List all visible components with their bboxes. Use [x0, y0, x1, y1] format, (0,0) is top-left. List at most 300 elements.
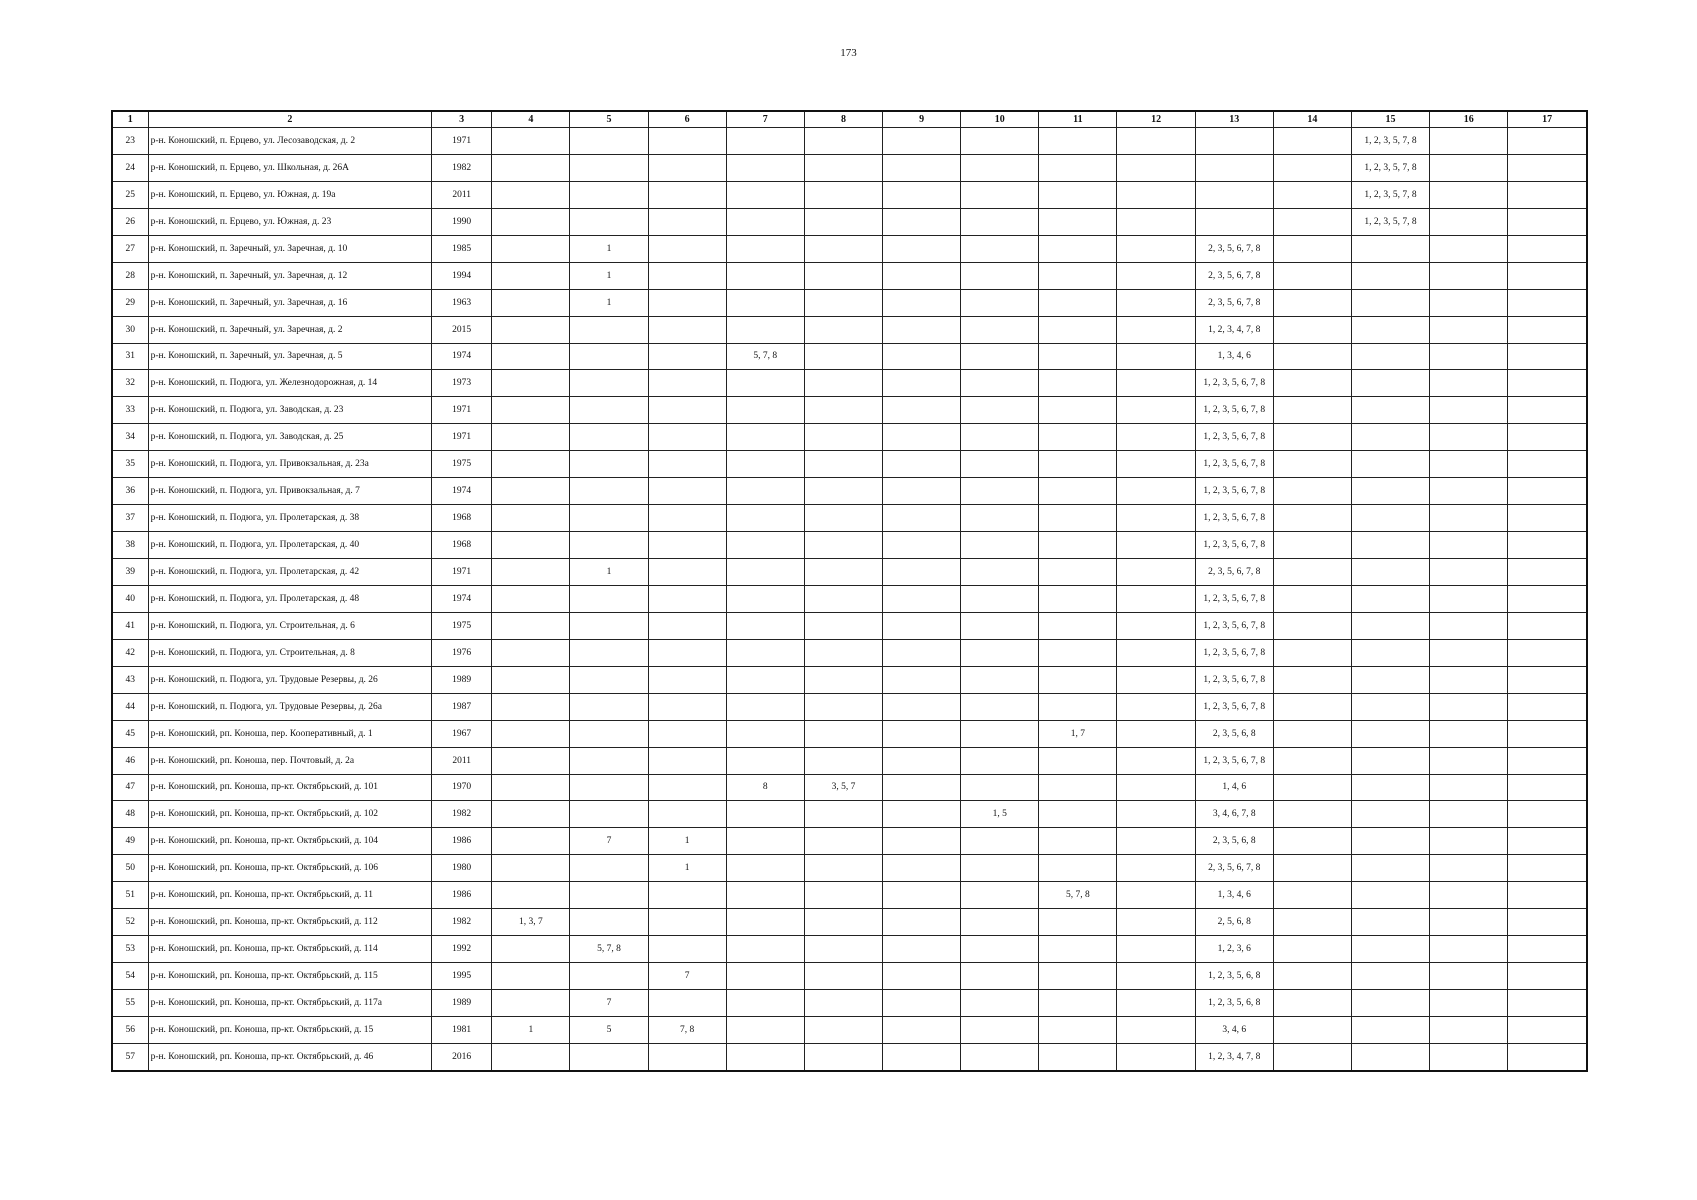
- address-cell: р-н. Коношский, п. Подюга, ул. Пролетарская, д. 42: [148, 559, 432, 586]
- table-cell: [1273, 720, 1351, 747]
- table-cell: [492, 801, 570, 828]
- table-cell: [961, 882, 1039, 909]
- table-cell: [492, 316, 570, 343]
- column-header: 8: [804, 111, 882, 128]
- table-cell: 1, 2, 3, 5, 6, 7, 8: [1195, 585, 1273, 612]
- table-cell: [1039, 128, 1117, 155]
- address-cell: р-н. Коношский, п. Ерцево, ул. Южная, д. 23: [148, 208, 432, 235]
- table-row: [112, 451, 1587, 478]
- table-cell: [1273, 747, 1351, 774]
- table-cell: [1430, 639, 1508, 666]
- table-cell: [570, 612, 648, 639]
- table-cell: [1351, 882, 1429, 909]
- table-row: [112, 505, 1587, 532]
- address-cell: р-н. Коношский, п. Подюга, ул. Пролетарская, д. 40: [148, 532, 432, 559]
- table-cell: [1430, 801, 1508, 828]
- table-cell: [1273, 478, 1351, 505]
- table-cell: [883, 559, 961, 586]
- year-cell: 1992: [432, 936, 492, 963]
- table-cell: [804, 1043, 882, 1070]
- table-cell: [726, 990, 804, 1017]
- table-cell: [492, 990, 570, 1017]
- table-cell: [961, 585, 1039, 612]
- table-cell: [570, 747, 648, 774]
- page-number: 173: [840, 47, 857, 59]
- table-cell: [804, 612, 882, 639]
- table-cell: [883, 154, 961, 181]
- table-cell: [570, 154, 648, 181]
- address-cell: р-н. Коношский, рп. Коноша, пр-кт. Октябрьский, д. 101: [148, 774, 432, 801]
- address-cell: р-н. Коношский, п. Заречный, ул. Заречная, д. 12: [148, 262, 432, 289]
- table-cell: 1: [570, 262, 648, 289]
- table-cell: [648, 585, 726, 612]
- address-cell: р-н. Коношский, п. Ерцево, ул. Школьная, д. 26А: [148, 154, 432, 181]
- table-cell: [1508, 289, 1587, 316]
- table-cell: [726, 370, 804, 397]
- table-cell: [1351, 720, 1429, 747]
- address-cell: р-н. Коношский, рп. Коноша, пр-кт. Октябрьский, д. 115: [148, 963, 432, 990]
- table-cell: [1351, 774, 1429, 801]
- table-cell: [1039, 828, 1117, 855]
- table-cell: [1039, 316, 1117, 343]
- table-cell: 1, 2, 3, 5, 6, 7, 8: [1195, 451, 1273, 478]
- address-cell: р-н. Коношский, рп. Коноша, пр-кт. Октябрьский, д. 112: [148, 909, 432, 936]
- table-cell: [804, 262, 882, 289]
- table-cell: [883, 316, 961, 343]
- table-cell: 1: [570, 559, 648, 586]
- row-number-cell: 55: [112, 990, 148, 1017]
- year-cell: 1971: [432, 424, 492, 451]
- address-cell: р-н. Коношский, п. Подюга, ул. Привокзальная, д. 7: [148, 478, 432, 505]
- table-cell: [1117, 343, 1195, 370]
- table-cell: [570, 666, 648, 693]
- table-cell: [961, 505, 1039, 532]
- table-cell: [1273, 612, 1351, 639]
- table-cell: [883, 909, 961, 936]
- table-cell: [648, 235, 726, 262]
- table-cell: [1117, 424, 1195, 451]
- year-cell: 1974: [432, 478, 492, 505]
- table-cell: [804, 181, 882, 208]
- table-cell: 1, 2, 3, 5, 6, 7, 8: [1195, 397, 1273, 424]
- table-cell: [1508, 747, 1587, 774]
- table-cell: [1273, 666, 1351, 693]
- table-cell: [1273, 505, 1351, 532]
- table-cell: [804, 532, 882, 559]
- table-cell: [1117, 828, 1195, 855]
- table-cell: [804, 639, 882, 666]
- table-cell: [1273, 397, 1351, 424]
- table-cell: [648, 154, 726, 181]
- table-cell: [492, 128, 570, 155]
- table-cell: [1039, 262, 1117, 289]
- table-cell: 2, 3, 5, 6, 8: [1195, 720, 1273, 747]
- table-cell: [961, 532, 1039, 559]
- table-cell: [1508, 666, 1587, 693]
- table-row: [112, 720, 1587, 747]
- table-cell: [648, 882, 726, 909]
- table-cell: 5, 7, 8: [726, 343, 804, 370]
- table-cell: [492, 828, 570, 855]
- table-cell: [648, 397, 726, 424]
- table-cell: [1508, 828, 1587, 855]
- table-cell: [1351, 532, 1429, 559]
- table-cell: [1430, 181, 1508, 208]
- year-cell: 2011: [432, 747, 492, 774]
- table-cell: [961, 909, 1039, 936]
- table-cell: [726, 532, 804, 559]
- year-cell: 1982: [432, 909, 492, 936]
- table-cell: [726, 424, 804, 451]
- address-cell: р-н. Коношский, рп. Коноша, пер. Почтовый, д. 2а: [148, 747, 432, 774]
- column-header: 9: [883, 111, 961, 128]
- table-cell: 1, 2, 3, 5, 7, 8: [1351, 128, 1429, 155]
- table-cell: [1195, 128, 1273, 155]
- address-cell: р-н. Коношский, п. Подюга, ул. Заводская, д. 25: [148, 424, 432, 451]
- table-cell: [648, 559, 726, 586]
- table-cell: [492, 208, 570, 235]
- table-cell: 1, 2, 3, 5, 6, 7, 8: [1195, 424, 1273, 451]
- year-cell: 1981: [432, 1016, 492, 1043]
- table-cell: [1508, 343, 1587, 370]
- table-cell: [961, 612, 1039, 639]
- row-number-cell: 41: [112, 612, 148, 639]
- table-cell: [804, 128, 882, 155]
- table-row: [112, 235, 1587, 262]
- table-cell: [1117, 990, 1195, 1017]
- table-cell: [804, 397, 882, 424]
- table-cell: [570, 855, 648, 882]
- table-cell: [1508, 424, 1587, 451]
- table-cell: [492, 774, 570, 801]
- table-cell: [1273, 316, 1351, 343]
- table-cell: [1430, 208, 1508, 235]
- table-cell: 1, 2, 3, 5, 6, 7, 8: [1195, 747, 1273, 774]
- year-cell: 1994: [432, 262, 492, 289]
- table-cell: 2, 3, 5, 6, 7, 8: [1195, 262, 1273, 289]
- table-cell: [492, 639, 570, 666]
- table-cell: [648, 262, 726, 289]
- table-cell: [1273, 128, 1351, 155]
- table-cell: [1508, 397, 1587, 424]
- table-cell: [883, 532, 961, 559]
- table-cell: 3, 5, 7: [804, 774, 882, 801]
- table-cell: [1351, 451, 1429, 478]
- table-cell: [1039, 936, 1117, 963]
- table-cell: [1117, 720, 1195, 747]
- table-cell: [648, 801, 726, 828]
- table-cell: [1430, 343, 1508, 370]
- table-cell: [1273, 451, 1351, 478]
- table-cell: 1, 2, 3, 5, 6, 8: [1195, 963, 1273, 990]
- table-cell: [1273, 1043, 1351, 1070]
- table-cell: [1508, 262, 1587, 289]
- year-cell: 1985: [432, 235, 492, 262]
- table-cell: [883, 720, 961, 747]
- table-cell: 1, 2, 3, 5, 6, 7, 8: [1195, 666, 1273, 693]
- column-header: 11: [1039, 111, 1117, 128]
- table-cell: [1508, 774, 1587, 801]
- table-cell: [883, 128, 961, 155]
- table-cell: [1508, 478, 1587, 505]
- table-cell: [492, 478, 570, 505]
- table-cell: [1273, 181, 1351, 208]
- table-cell: [1039, 747, 1117, 774]
- table-cell: [1430, 936, 1508, 963]
- year-cell: 1974: [432, 585, 492, 612]
- table-cell: [883, 451, 961, 478]
- table-cell: [492, 1043, 570, 1070]
- table-cell: [804, 666, 882, 693]
- table-cell: [1430, 693, 1508, 720]
- row-number-cell: 43: [112, 666, 148, 693]
- table-cell: [570, 478, 648, 505]
- table-cell: [648, 909, 726, 936]
- table-cell: [726, 882, 804, 909]
- year-cell: 1968: [432, 532, 492, 559]
- table-cell: [1508, 451, 1587, 478]
- table-cell: [804, 990, 882, 1017]
- table-cell: [1117, 370, 1195, 397]
- table-cell: [570, 774, 648, 801]
- table-cell: 2, 3, 5, 6, 7, 8: [1195, 855, 1273, 882]
- table-cell: [648, 424, 726, 451]
- column-header: 6: [648, 111, 726, 128]
- table-cell: [726, 693, 804, 720]
- table-cell: 1: [492, 1016, 570, 1043]
- row-number-cell: 44: [112, 693, 148, 720]
- table-cell: [1273, 289, 1351, 316]
- address-cell: р-н. Коношский, рп. Коноша, пр-кт. Октябрьский, д. 114: [148, 936, 432, 963]
- table-cell: [804, 451, 882, 478]
- row-number-cell: 34: [112, 424, 148, 451]
- table-cell: [648, 128, 726, 155]
- table-cell: [1117, 532, 1195, 559]
- table-cell: [726, 747, 804, 774]
- table-cell: [883, 235, 961, 262]
- row-number-cell: 56: [112, 1016, 148, 1043]
- table-row: [112, 397, 1587, 424]
- table-cell: [883, 478, 961, 505]
- table-cell: [492, 181, 570, 208]
- address-cell: р-н. Коношский, рп. Коноша, пр-кт. Октябрьский, д. 117а: [148, 990, 432, 1017]
- table-cell: [1351, 316, 1429, 343]
- table-cell: [804, 693, 882, 720]
- table-cell: 1, 2, 3, 5, 6, 7, 8: [1195, 612, 1273, 639]
- table-cell: [804, 720, 882, 747]
- table-cell: [961, 936, 1039, 963]
- column-header: 3: [432, 111, 492, 128]
- address-cell: р-н. Коношский, п. Ерцево, ул. Лесозаводская, д. 2: [148, 128, 432, 155]
- header-row: [112, 111, 1587, 128]
- table-cell: [1508, 181, 1587, 208]
- table-cell: [961, 963, 1039, 990]
- table-cell: [1351, 828, 1429, 855]
- year-cell: 1971: [432, 559, 492, 586]
- table-cell: [961, 1043, 1039, 1070]
- table-cell: [1039, 612, 1117, 639]
- table-row: [112, 1043, 1587, 1070]
- table-cell: [804, 478, 882, 505]
- table-cell: [961, 316, 1039, 343]
- table-cell: [1508, 801, 1587, 828]
- year-cell: 1973: [432, 370, 492, 397]
- column-header: 4: [492, 111, 570, 128]
- table-cell: [648, 451, 726, 478]
- year-cell: 1976: [432, 639, 492, 666]
- table-cell: 3, 4, 6: [1195, 1016, 1273, 1043]
- table-cell: [1039, 343, 1117, 370]
- year-cell: 1968: [432, 505, 492, 532]
- table-cell: [1117, 235, 1195, 262]
- table-cell: [1508, 693, 1587, 720]
- table-cell: [1430, 828, 1508, 855]
- table-cell: [883, 343, 961, 370]
- year-cell: 1974: [432, 343, 492, 370]
- row-number-cell: 53: [112, 936, 148, 963]
- table-cell: [570, 1043, 648, 1070]
- column-header: 10: [961, 111, 1039, 128]
- table-row: [112, 316, 1587, 343]
- table-cell: [570, 343, 648, 370]
- column-header: 12: [1117, 111, 1195, 128]
- table-cell: [648, 990, 726, 1017]
- table-cell: [961, 424, 1039, 451]
- table-cell: [1039, 181, 1117, 208]
- table-cell: [1273, 936, 1351, 963]
- table-cell: [1273, 585, 1351, 612]
- address-cell: р-н. Коношский, п. Заречный, ул. Заречная, д. 10: [148, 235, 432, 262]
- table-cell: [961, 181, 1039, 208]
- table-cell: [726, 208, 804, 235]
- table-cell: [961, 990, 1039, 1017]
- address-cell: р-н. Коношский, рп. Коноша, пр-кт. Октябрьский, д. 102: [148, 801, 432, 828]
- table-cell: [1508, 370, 1587, 397]
- row-number-cell: 46: [112, 747, 148, 774]
- table-cell: [1351, 909, 1429, 936]
- table-cell: [1117, 208, 1195, 235]
- table-cell: [1351, 235, 1429, 262]
- table-cell: [1351, 801, 1429, 828]
- table-cell: 1, 2, 3, 5, 6, 7, 8: [1195, 478, 1273, 505]
- table-cell: [1039, 1016, 1117, 1043]
- row-number-cell: 29: [112, 289, 148, 316]
- table-cell: [961, 774, 1039, 801]
- table-cell: [883, 262, 961, 289]
- table-cell: [1351, 343, 1429, 370]
- address-cell: р-н. Коношский, п. Подюга, ул. Строительная, д. 8: [148, 639, 432, 666]
- table-row: [112, 882, 1587, 909]
- table-row: [112, 747, 1587, 774]
- table-cell: [1273, 235, 1351, 262]
- table-cell: [1351, 370, 1429, 397]
- address-cell: р-н. Коношский, п. Подюга, ул. Пролетарская, д. 48: [148, 585, 432, 612]
- table-cell: [883, 693, 961, 720]
- table-cell: [726, 666, 804, 693]
- table-cell: [1351, 963, 1429, 990]
- table-cell: [570, 424, 648, 451]
- table-cell: [1430, 909, 1508, 936]
- table-cell: [883, 801, 961, 828]
- table-cell: [1117, 936, 1195, 963]
- table-cell: [726, 612, 804, 639]
- table-cell: [1039, 235, 1117, 262]
- table-cell: [1430, 451, 1508, 478]
- table-cell: [726, 585, 804, 612]
- year-cell: 1982: [432, 154, 492, 181]
- table-cell: 5: [570, 1016, 648, 1043]
- table-cell: [804, 909, 882, 936]
- year-cell: 1989: [432, 666, 492, 693]
- table-cell: 1: [648, 828, 726, 855]
- table-cell: 1: [648, 855, 726, 882]
- table-cell: [883, 1043, 961, 1070]
- table-cell: [1039, 289, 1117, 316]
- table-cell: [492, 451, 570, 478]
- table-cell: [961, 397, 1039, 424]
- table-cell: [570, 532, 648, 559]
- address-cell: р-н. Коношский, рп. Коноша, пер. Кооперативный, д. 1: [148, 720, 432, 747]
- table-row: [112, 208, 1587, 235]
- table-cell: [1117, 1043, 1195, 1070]
- table-cell: 8: [726, 774, 804, 801]
- table-cell: [1039, 532, 1117, 559]
- table-cell: 1, 2, 3, 4, 7, 8: [1195, 316, 1273, 343]
- table-cell: [726, 478, 804, 505]
- row-number-cell: 36: [112, 478, 148, 505]
- table-cell: [961, 289, 1039, 316]
- table-row: [112, 774, 1587, 801]
- table-cell: [1430, 774, 1508, 801]
- table-cell: [492, 720, 570, 747]
- table-cell: [883, 585, 961, 612]
- table-cell: [726, 1043, 804, 1070]
- table-cell: [1430, 532, 1508, 559]
- table-cell: 1, 2, 3, 5, 6, 7, 8: [1195, 693, 1273, 720]
- table-cell: [804, 585, 882, 612]
- table-row: [112, 612, 1587, 639]
- table-row: [112, 936, 1587, 963]
- table-cell: [648, 639, 726, 666]
- table-row: [112, 289, 1587, 316]
- table-cell: [883, 612, 961, 639]
- table-cell: [1508, 532, 1587, 559]
- table-cell: [492, 963, 570, 990]
- table-cell: [1273, 154, 1351, 181]
- table-cell: [1195, 208, 1273, 235]
- table-cell: [961, 559, 1039, 586]
- table-cell: [1508, 936, 1587, 963]
- row-number-cell: 49: [112, 828, 148, 855]
- column-header: 13: [1195, 111, 1273, 128]
- table-cell: [1430, 666, 1508, 693]
- table-cell: [1039, 451, 1117, 478]
- table-cell: [1351, 666, 1429, 693]
- table-cell: [1039, 693, 1117, 720]
- table-cell: 1, 4, 6: [1195, 774, 1273, 801]
- table-cell: [1117, 478, 1195, 505]
- table-cell: [492, 289, 570, 316]
- table-cell: [648, 208, 726, 235]
- table-cell: [648, 289, 726, 316]
- table-cell: [492, 343, 570, 370]
- table-cell: 5, 7, 8: [570, 936, 648, 963]
- table-cell: 3, 4, 6, 7, 8: [1195, 801, 1273, 828]
- table-cell: [1039, 424, 1117, 451]
- table-row: [112, 801, 1587, 828]
- row-number-cell: 40: [112, 585, 148, 612]
- table-cell: [1430, 235, 1508, 262]
